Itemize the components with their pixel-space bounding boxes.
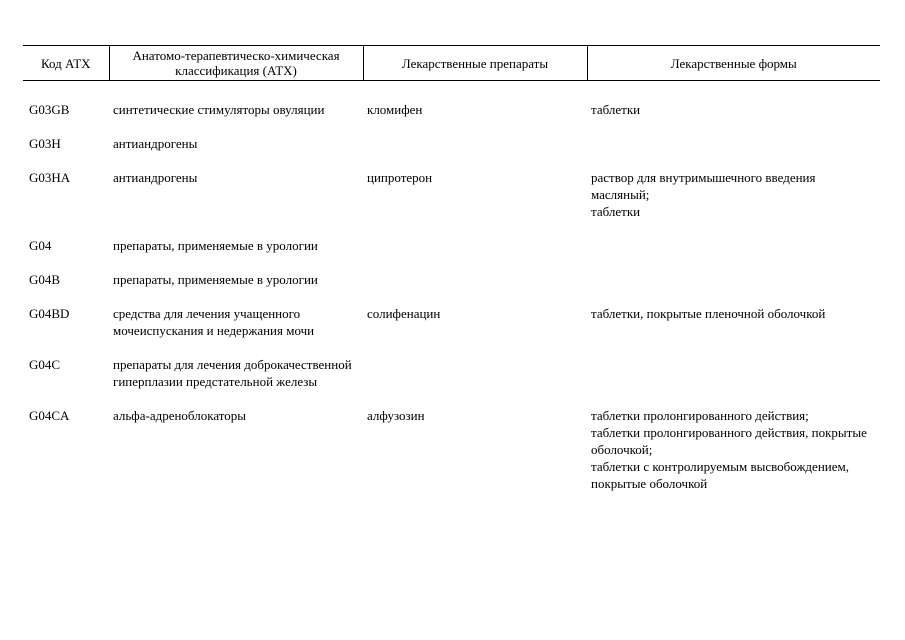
atc-code-cell: G03GB <box>29 102 70 117</box>
table-row <box>23 305 880 356</box>
dosage-forms-cell <box>587 237 880 271</box>
atc-code-cell: G04CA <box>29 408 70 423</box>
classification-cell: препараты, применяемые в урологии <box>113 238 318 253</box>
atc-code-cell: G04B <box>29 272 61 287</box>
drug-cell <box>363 356 587 407</box>
drug-cell <box>363 271 587 305</box>
classification-cell: препараты для лечения доброкачественной гиперплазии предстательной железы <box>113 357 352 389</box>
classification-cell: альфа-адреноблокаторы <box>113 408 247 423</box>
dosage-forms-cell <box>587 356 880 407</box>
classification-cell: синтетические стимуляторы овуляции <box>113 102 325 117</box>
drug-cell <box>363 135 587 169</box>
atc-code-cell: G04C <box>29 357 61 372</box>
dosage-form-line: таблетки <box>591 102 641 117</box>
table-header <box>23 46 880 81</box>
dosage-forms-cell <box>587 407 880 509</box>
header-row <box>23 46 880 81</box>
dosage-form-line: таблетки с контролируемым высвобождением, покрытые оболочкой <box>591 459 849 491</box>
table-row <box>23 237 880 271</box>
table-row <box>23 356 880 407</box>
drug-cell: ципротерон <box>367 170 433 185</box>
dosage-forms-cell <box>587 305 880 356</box>
drug-cell: алфузозин <box>367 408 425 423</box>
dosage-forms-cell <box>587 81 880 136</box>
table-row <box>23 169 880 237</box>
table-row <box>23 271 880 305</box>
classification-cell: антиандрогены <box>113 170 198 185</box>
table-row <box>23 81 880 136</box>
header-atc-code: Код АТХ <box>23 46 109 81</box>
dosage-forms-cell <box>587 169 880 237</box>
dosage-form-line: таблетки <box>591 204 641 219</box>
dosage-forms-cell <box>587 271 880 305</box>
dosage-form-line: таблетки пролонгированного действия; <box>591 408 809 423</box>
dosage-form-line: таблетки, покрытые пленочной оболочкой <box>591 306 826 321</box>
dosage-form-line: раствор для внутримышечного введения масляный; <box>591 170 816 202</box>
header-atc-classification: Анатомо-терапевтическо-химическая классификация (АТХ) <box>109 46 363 81</box>
header-drugs: Лекарственные препараты <box>363 46 587 81</box>
table-body <box>23 81 880 510</box>
drug-classification-table <box>23 45 880 509</box>
atc-code-cell: G03H <box>29 136 61 151</box>
drug-cell <box>363 237 587 271</box>
drug-cell: солифенацин <box>367 306 441 321</box>
atc-code-cell: G04BD <box>29 306 70 321</box>
header-dosage-forms: Лекарственные формы <box>587 46 880 81</box>
table-row <box>23 407 880 509</box>
classification-cell: средства для лечения учащенного мочеиспускания и недержания мочи <box>113 306 315 338</box>
drug-cell: кломифен <box>367 102 423 117</box>
classification-cell: антиандрогены <box>113 136 198 151</box>
atc-code-cell: G04 <box>29 238 52 253</box>
dosage-form-line: таблетки пролонгированного действия, покрытые оболочкой; <box>591 425 867 457</box>
atc-code-cell: G03HA <box>29 170 71 185</box>
table-row <box>23 135 880 169</box>
dosage-forms-cell <box>587 135 880 169</box>
classification-cell: препараты, применяемые в урологии <box>113 272 318 287</box>
